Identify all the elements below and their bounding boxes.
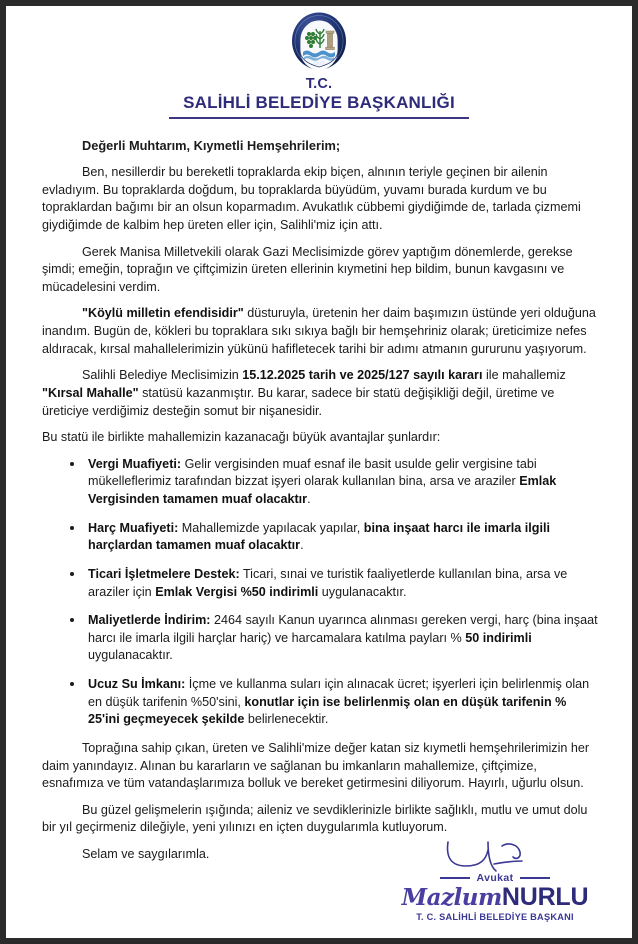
benefit-title: Vergi Muafiyeti: (88, 456, 182, 471)
paragraph-closing-1: Toprağına sahip çıkan, üreten ve Salihli'mize değer katan siz kıymetli hemşehrilerimizin her daim yanındayız. Alınan bu kararların ve sağlanan bu imkanların mahallemize, çiftçimize, esnafımıza ve tüm vatandaşlarımıza bolluk ve bereket getirmesini diliyorum. Hayırlı, uğurlu olsun. (42, 740, 590, 791)
benefit-title: Ucuz Su İmkanı: (88, 677, 186, 692)
benefit-highlight: bina inşaat harcı ile imarla ilgili harçlardan tamamen muaf olacaktır (88, 520, 550, 553)
benefit-highlight: 50 indirimli (465, 630, 532, 645)
benefit-text-tail: . (300, 538, 304, 553)
benefit-text-tail: uygulanacaktır. (318, 584, 407, 599)
list-item (66, 456, 598, 509)
benefit-highlight: Emlak Vergisi %50 indirimli (155, 584, 319, 599)
paragraph-2: Gerek Manisa Milletvekili olarak Gazi Meclisimizde görev yaptığım dönemlerde, gerekse şimdi; emeğin, toprağın ve çiftçimizin üreten ellerinin kıymetini hep bildim, bunun kavgasını ve mücadelesini verdim. (42, 244, 573, 294)
signature-role: T. C. SALİHLİ BELEDİYE BAŞKANI (416, 912, 574, 922)
letter-page (6, 6, 632, 938)
list-item (66, 676, 598, 729)
benefit-text-tail: uygulanacaktır. (88, 648, 173, 663)
sig-dash-left (440, 877, 470, 879)
benefits-intro: Bu statü ile birlikte mahallemizin kazanacağı büyük avantajlar şunlardır: (42, 430, 441, 445)
crest-year: 1979 (313, 61, 325, 67)
benefit-title: Maliyetlerde İndirim: (88, 613, 211, 628)
signature-first-name: Mazlum (401, 884, 502, 911)
p4-text-a: Salihli Belediye Meclisimizin (82, 368, 243, 383)
p4-text-e: statüsü kazanmıştır. Bu karar, sadece bir statü değişikliği değil, üretime ve üreticiye verdiğimiz desteğin somut bir nişanesidir. (42, 385, 555, 418)
letterhead (6, 6, 632, 119)
page-title (6, 76, 632, 113)
header-line-municipality: SALİHLİ BELEDİYE BAŞKANLIĞI (183, 93, 455, 113)
salutation: Değerli Muhtarım, Kıymetli Hemşehrilerim; (82, 138, 341, 154)
benefit-text: Gelir vergisinden muaf esnaf ile basit usulde gelir vergisine tabi mükelleflerimiz tarafından bizzat işyeri olarak kullanılan bina, arsa ve araziler (88, 456, 537, 489)
quote-koylu-milletin-efendisidir: "Köylü milletin efendisidir" (82, 306, 244, 321)
signature-title: Avukat (476, 872, 514, 884)
municipality-crest-icon (291, 12, 347, 70)
paragraph-3-rest: düsturuyla, üretenin her daim başımızın üstünde yeri olduğuna inandım. Bugün de, kökleri bu topraklara sıkı sıkıya bağlı bir hemşehriniz olarak; üreticimize nefes aldıracak, kırsal mahallelerimizin yükünü hafifletecek tarihi bir adımı atmanın gururunu yaşıyorum. (42, 306, 596, 356)
benefit-text: Mahallemizde yapılacak yapılar, (178, 520, 364, 535)
letter-body (6, 119, 632, 864)
benefit-highlight: konutlar için ise belirlenmiş olan en düşük tarifenin % 25'ini geçmeyecek şekilde (88, 694, 567, 727)
paragraph-1: Ben, nesillerdir bu bereketli topraklarda ekip biçen, alnının teriyle geçinen bir ailenin evladıyım. Bu topraklarda doğdum, bu topraklarda büyüdüm, yuvamı burada kurdum ve bu topraklardan bağımı bir an olsun koparmadım. Avukatlık cübbemi giydiğimde de, tarlada çizmemi giydiğimde de kalbim hep üreten eller için, Salihli'miz için attı. (42, 165, 581, 232)
list-item (66, 566, 598, 601)
benefit-text: Ticari, sınai ve turistik faaliyetlerde kullanılan bina, arsa ve araziler için (88, 566, 568, 599)
crest-container (6, 12, 632, 74)
benefit-highlight: Emlak Vergisinden tamamen muaf olacaktır (88, 474, 557, 507)
signature-block (386, 840, 604, 922)
paragraph-4-council-decision (42, 367, 598, 420)
council-decision-reference: 15.12.2025 tarih ve 2025/127 sayılı kararı (242, 368, 483, 383)
paragraph-regards: Selam ve saygılarımla. (82, 847, 210, 862)
p4-text-c: ile mahallemiz (482, 368, 566, 383)
kirsal-mahalle-status: "Kırsal Mahalle" (42, 385, 139, 400)
list-item (66, 612, 598, 665)
benefit-title: Harç Muafiyeti: (88, 520, 179, 535)
benefits-list (42, 456, 598, 729)
handwritten-signature-icon (386, 840, 604, 874)
benefit-text: İçme ve kullanma suları için alınacak ücret; işyerleri için belirlenmiş olan en düşük tarifenin %50'sini, (88, 677, 590, 709)
benefit-text-tail: belirlenecektir. (244, 712, 329, 727)
signature-name (386, 885, 604, 910)
header-line-tc: T.C. (305, 76, 333, 92)
sig-dash-right (520, 877, 550, 879)
benefit-text-tail: . (307, 492, 311, 507)
benefit-title: Ticari İşletmelere Destek: (88, 566, 240, 581)
list-item (66, 520, 598, 555)
benefit-text: 2464 sayılı Kanun uyarınca alınması gereken vergi, harç (bina inşaat harcı ile imarla ilgili harçlar hariç) ve harcamalara katılma payları % (88, 613, 598, 645)
signature-last-name: NURLU (501, 883, 589, 911)
paragraph-closing-2: Bu güzel gelişmelerin ışığında; aileniz ve sevdiklerinizle birlikte sağlıklı, mutlu ve umut dolu bir yıl geçirmeniz dileğiyle, yeni yılınızı en içten duygularımla kutluyorum. (42, 802, 588, 835)
paragraph-3 (42, 305, 598, 358)
